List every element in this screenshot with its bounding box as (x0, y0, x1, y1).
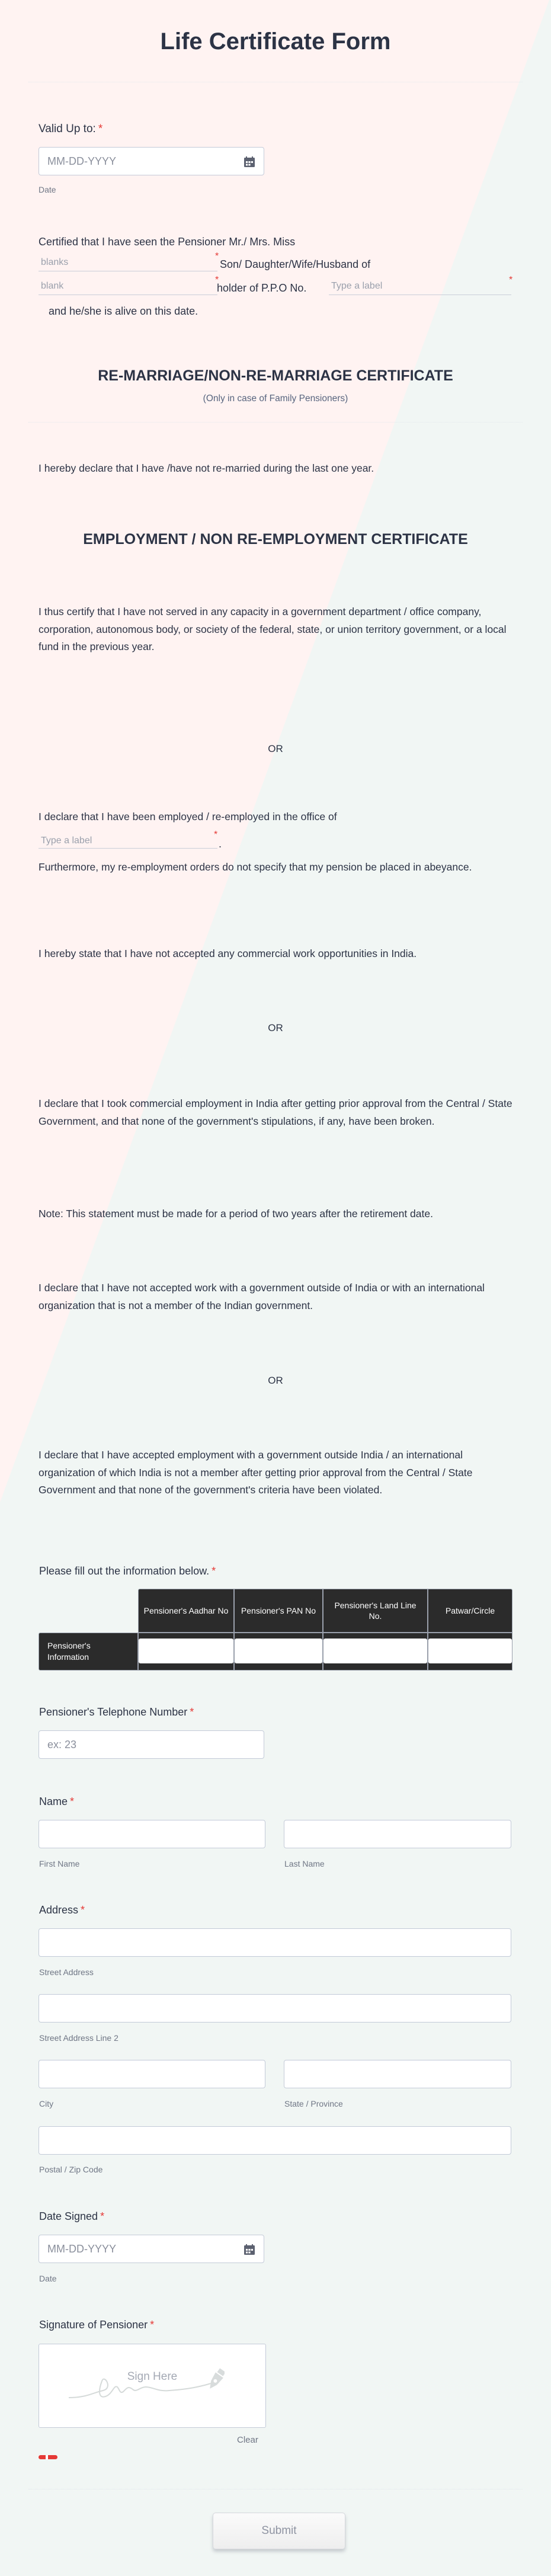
column-header-pan: Pensioner's PAN No (234, 1589, 323, 1633)
signature-label-text: Signature of Pensioner (39, 2319, 148, 2331)
column-header-aadhar: Pensioner's Aadhar No (138, 1589, 234, 1633)
date-placeholder: MM-DD-YYYY (47, 155, 116, 167)
or-divider-1: OR (268, 743, 283, 754)
signature-clear-button[interactable]: Clear (237, 2435, 258, 2445)
state-province-sublabel: State / Province (284, 2099, 343, 2108)
street-address-line2-sublabel: Street Address Line 2 (39, 2033, 118, 2043)
pensioner-name-inline-input[interactable] (39, 254, 217, 271)
required-marker: * (215, 251, 219, 261)
postal-code-input[interactable] (39, 2126, 511, 2155)
valid-up-to-label-text: Valid Up to: (39, 123, 96, 135)
patwar-input[interactable] (428, 1639, 512, 1663)
first-name-input[interactable] (39, 1820, 265, 1848)
valid-up-to-label (39, 123, 102, 136)
required-marker: * (70, 1796, 75, 1807)
first-name-sublabel: First Name (39, 1859, 80, 1868)
address-label-text: Address (39, 1904, 79, 1916)
street-address-line2-input[interactable] (39, 1994, 511, 2023)
remarriage-heading: RE-MARRIAGE/NON-RE-MARRIAGE CERTIFICATE (98, 367, 453, 384)
employment-para5: I declare that I have not accepted work with a government outside of India or with an international organization that is not a member of the Indian government. (39, 1282, 485, 1311)
employment-para2-rest: Furthermore, my re-employment orders do not specify that my pension be placed in abeyance. (39, 861, 472, 873)
name-label (39, 1796, 74, 1808)
column-header-patwar: Patwar/Circle (428, 1589, 512, 1633)
placeholder: ex: 23 (47, 1739, 77, 1751)
employment-para4: I declare that I took commercial employment in India after getting prior approval from the Central / State Government, and that none of the government's stipulations, if any, have been broken. (39, 1097, 512, 1127)
required-marker: * (150, 2319, 155, 2331)
pensioner-info-table (39, 1589, 512, 1671)
landline-input[interactable] (323, 1639, 427, 1663)
postal-code-sublabel: Postal / Zip Code (39, 2165, 103, 2174)
required-marker: * (212, 1565, 216, 1577)
table-cell (428, 1633, 512, 1671)
table-cell (138, 1633, 234, 1671)
employment-para1: I thus certify that I have not served in any capacity in a government department / office company, corporation, autonomous body, or society of the federal, state, or union territory government, or a local fund in the previous year. (39, 606, 507, 652)
certification-line1: Certified that I have seen the Pensioner Mr./ Mrs. Miss (39, 236, 296, 248)
date-signed-label-text: Date Signed (39, 2210, 98, 2222)
employment-note: Note: This statement must be made for a period of two years after the retirement date. (39, 1208, 433, 1220)
state-province-input[interactable] (284, 2060, 511, 2088)
calendar-icon[interactable] (244, 156, 255, 168)
period: . (219, 838, 222, 850)
city-sublabel: City (39, 2099, 54, 2108)
last-name-sublabel: Last Name (284, 1859, 325, 1868)
remarriage-subheading: (Only in case of Family Pensioners) (203, 393, 348, 404)
city-input[interactable] (39, 2060, 265, 2088)
street-address-sublabel: Street Address (39, 1967, 94, 1977)
ppo-number-inline-input[interactable] (329, 277, 511, 295)
required-marker: * (190, 1706, 194, 1718)
required-marker: * (509, 275, 513, 285)
date-signed-sublabel: Date (39, 2274, 57, 2283)
submit-button[interactable]: Submit (213, 2513, 345, 2549)
divider (28, 422, 523, 423)
table-cell (323, 1633, 428, 1671)
address-label (39, 1904, 85, 1916)
required-marker: * (214, 830, 218, 840)
required-marker: * (215, 275, 219, 285)
relation-name-inline-input[interactable] (39, 277, 217, 295)
table-cell (234, 1633, 323, 1671)
info-table-label-text: Please fill out the information below. (39, 1565, 210, 1577)
required-marker: * (81, 1904, 85, 1916)
info-table-label (39, 1565, 216, 1577)
employment-para2-intro: I declare that I have been employed / re-employed in the office of (39, 811, 337, 823)
date-signed-input[interactable] (39, 2235, 264, 2263)
error-indicator (39, 2455, 57, 2459)
required-marker: * (98, 123, 103, 135)
page-title: Life Certificate Form (160, 28, 391, 55)
column-header-landline: Pensioner's Land Line No. (323, 1589, 428, 1633)
sign-here-placeholder: Sign Here (127, 2370, 178, 2383)
employment-heading: EMPLOYMENT / NON RE-EMPLOYMENT CERTIFICATE (83, 531, 468, 548)
pan-input[interactable] (235, 1639, 322, 1663)
employment-para6: I declare that I have accepted employment with a government outside India / an international organization of which India is not a member after getting prior approval from the Central / State Government and that none of the government's criteria have been violated. (39, 1449, 473, 1496)
aadhar-input[interactable] (139, 1639, 233, 1663)
placeholder: blanks (41, 257, 69, 267)
ppo-text: holder of P.P.O No. (217, 282, 307, 294)
telephone-input[interactable] (39, 1730, 264, 1759)
or-divider-2: OR (268, 1022, 283, 1033)
remarriage-declaration: I hereby declare that I have /have not re-married during the last one year. (39, 462, 374, 474)
date-placeholder: MM-DD-YYYY (47, 2243, 116, 2255)
placeholder: Type a label (331, 281, 383, 291)
name-label-text: Name (39, 1796, 68, 1807)
certification-line-end: and he/she is alive on this date. (49, 305, 198, 317)
required-marker: * (100, 2210, 105, 2222)
employment-para3: I hereby state that I have not accepted any commercial work opportunities in India. (39, 948, 417, 959)
date-signed-label (39, 2210, 104, 2223)
row-header-pensioner-information: Pensioner's Information (39, 1633, 138, 1671)
placeholder: Type a label (41, 836, 92, 846)
employer-office-inline-input[interactable] (39, 832, 217, 849)
pen-nib-icon (207, 2368, 225, 2393)
last-name-input[interactable] (284, 1820, 511, 1848)
placeholder: blank (41, 281, 64, 291)
relation-text: Son/ Daughter/Wife/Husband of (220, 258, 371, 270)
or-divider-3: OR (268, 1375, 283, 1386)
street-address-input[interactable] (39, 1928, 511, 1957)
telephone-label-text: Pensioner's Telephone Number (39, 1706, 188, 1718)
telephone-label (39, 1706, 194, 1719)
calendar-icon[interactable] (244, 2244, 255, 2255)
valid-up-to-sublabel: Date (39, 185, 56, 194)
valid-up-to-date-input[interactable] (39, 147, 264, 175)
signature-pad[interactable] (39, 2344, 266, 2428)
signature-label (39, 2319, 154, 2331)
